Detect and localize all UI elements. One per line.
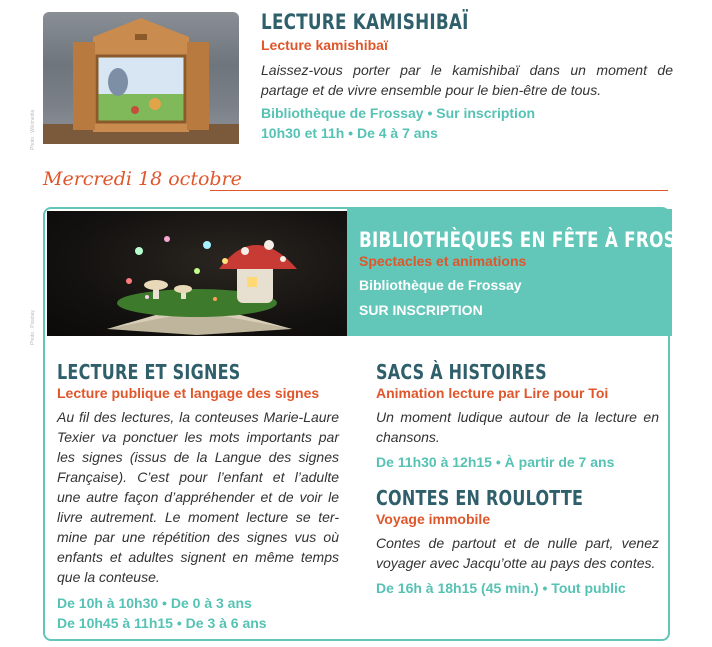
feature-subtitle: Spectacles et animations — [359, 253, 527, 269]
event-description — [376, 533, 659, 573]
feature-header — [347, 209, 712, 336]
description-line: Laissez-vous porter par le kamishibaï dans un moment de — [261, 62, 673, 78]
kamishibai-photo — [43, 12, 239, 144]
date-divider — [210, 190, 668, 191]
photo-credit: Photo : Pixabay — [30, 309, 36, 345]
event-subtitle: Voyage immobile — [376, 511, 491, 527]
event-title: CONTES EN ROULOTTE — [376, 486, 584, 510]
event-schedule: 10h30 et 11h • De 4 à 7 ans — [261, 125, 438, 141]
event-schedule: De 10h45 à 11h15 • De 3 à 6 ans — [57, 615, 267, 631]
description-line: chansons. — [376, 429, 440, 445]
event-schedule: De 16h à 18h15 (45 min.) • Tout public — [376, 580, 626, 596]
description-line: mine par une répétition des signes vus où — [57, 529, 339, 545]
kamishibai-theatre-illustration — [43, 12, 239, 144]
event-description — [57, 407, 339, 587]
feature-registration: SUR INSCRIPTION — [359, 302, 483, 318]
event-schedule: De 10h à 10h30 • De 0 à 3 ans — [57, 595, 252, 611]
pop-up-book-illustration — [47, 211, 349, 336]
description-line: Contes de partout et de nulle part, venez — [376, 535, 659, 551]
description-line: une autre façon d’appréhender et de voir le — [57, 489, 339, 505]
description-line: les signes (issus de la Langue des signes — [57, 449, 339, 465]
description-line: Texier va ponctuer les mots importants par — [57, 429, 339, 445]
event-schedule: De 11h30 à 12h15 • À partir de 7 ans — [376, 454, 615, 470]
event-description — [261, 60, 673, 100]
feature-title: BIBLIOTHÈQUES EN FÊTE À FROSSAY — [359, 228, 712, 252]
feature-location: Bibliothèque de Frossay — [359, 277, 522, 293]
description-line: Au fil des lectures, la conteuses Marie-Laure — [57, 409, 339, 425]
event-subtitle: Lecture kamishibaï — [261, 37, 388, 53]
event-subtitle: Lecture publique et langage des signes — [57, 385, 320, 401]
event-location: Bibliothèque de Frossay • Sur inscription — [261, 105, 536, 121]
event-title: LECTURE KAMISHIBAÏ — [261, 10, 469, 34]
feature-box — [43, 207, 712, 641]
photo-credit: Photo : Wikimedia — [30, 109, 36, 150]
event-description — [376, 407, 659, 447]
date-heading: Mercredi 18 octobre — [43, 168, 242, 190]
description-line: partage et de vivre ensemble pour le bien-être de tous. — [261, 82, 602, 98]
description-line: voyager avec Jacqu’otte au pays des contes. — [376, 555, 656, 571]
description-line: Française). C’est pour l’enfant et l’adulte — [57, 469, 339, 485]
description-line: Un moment ludique autour de la lecture en — [376, 409, 659, 425]
description-line: livre autrement. Le moment lecture se ter- — [57, 509, 339, 525]
event-title: LECTURE ET SIGNES — [57, 360, 241, 384]
description-line: que la conteuse. — [57, 569, 160, 585]
event-title: SACS À HISTOIRES — [376, 360, 547, 384]
event-subtitle: Animation lecture par Lire pour Toi — [376, 385, 609, 401]
book-mushroom-photo — [47, 211, 349, 336]
description-line: enfants et adultes signent en même temps — [57, 549, 339, 565]
